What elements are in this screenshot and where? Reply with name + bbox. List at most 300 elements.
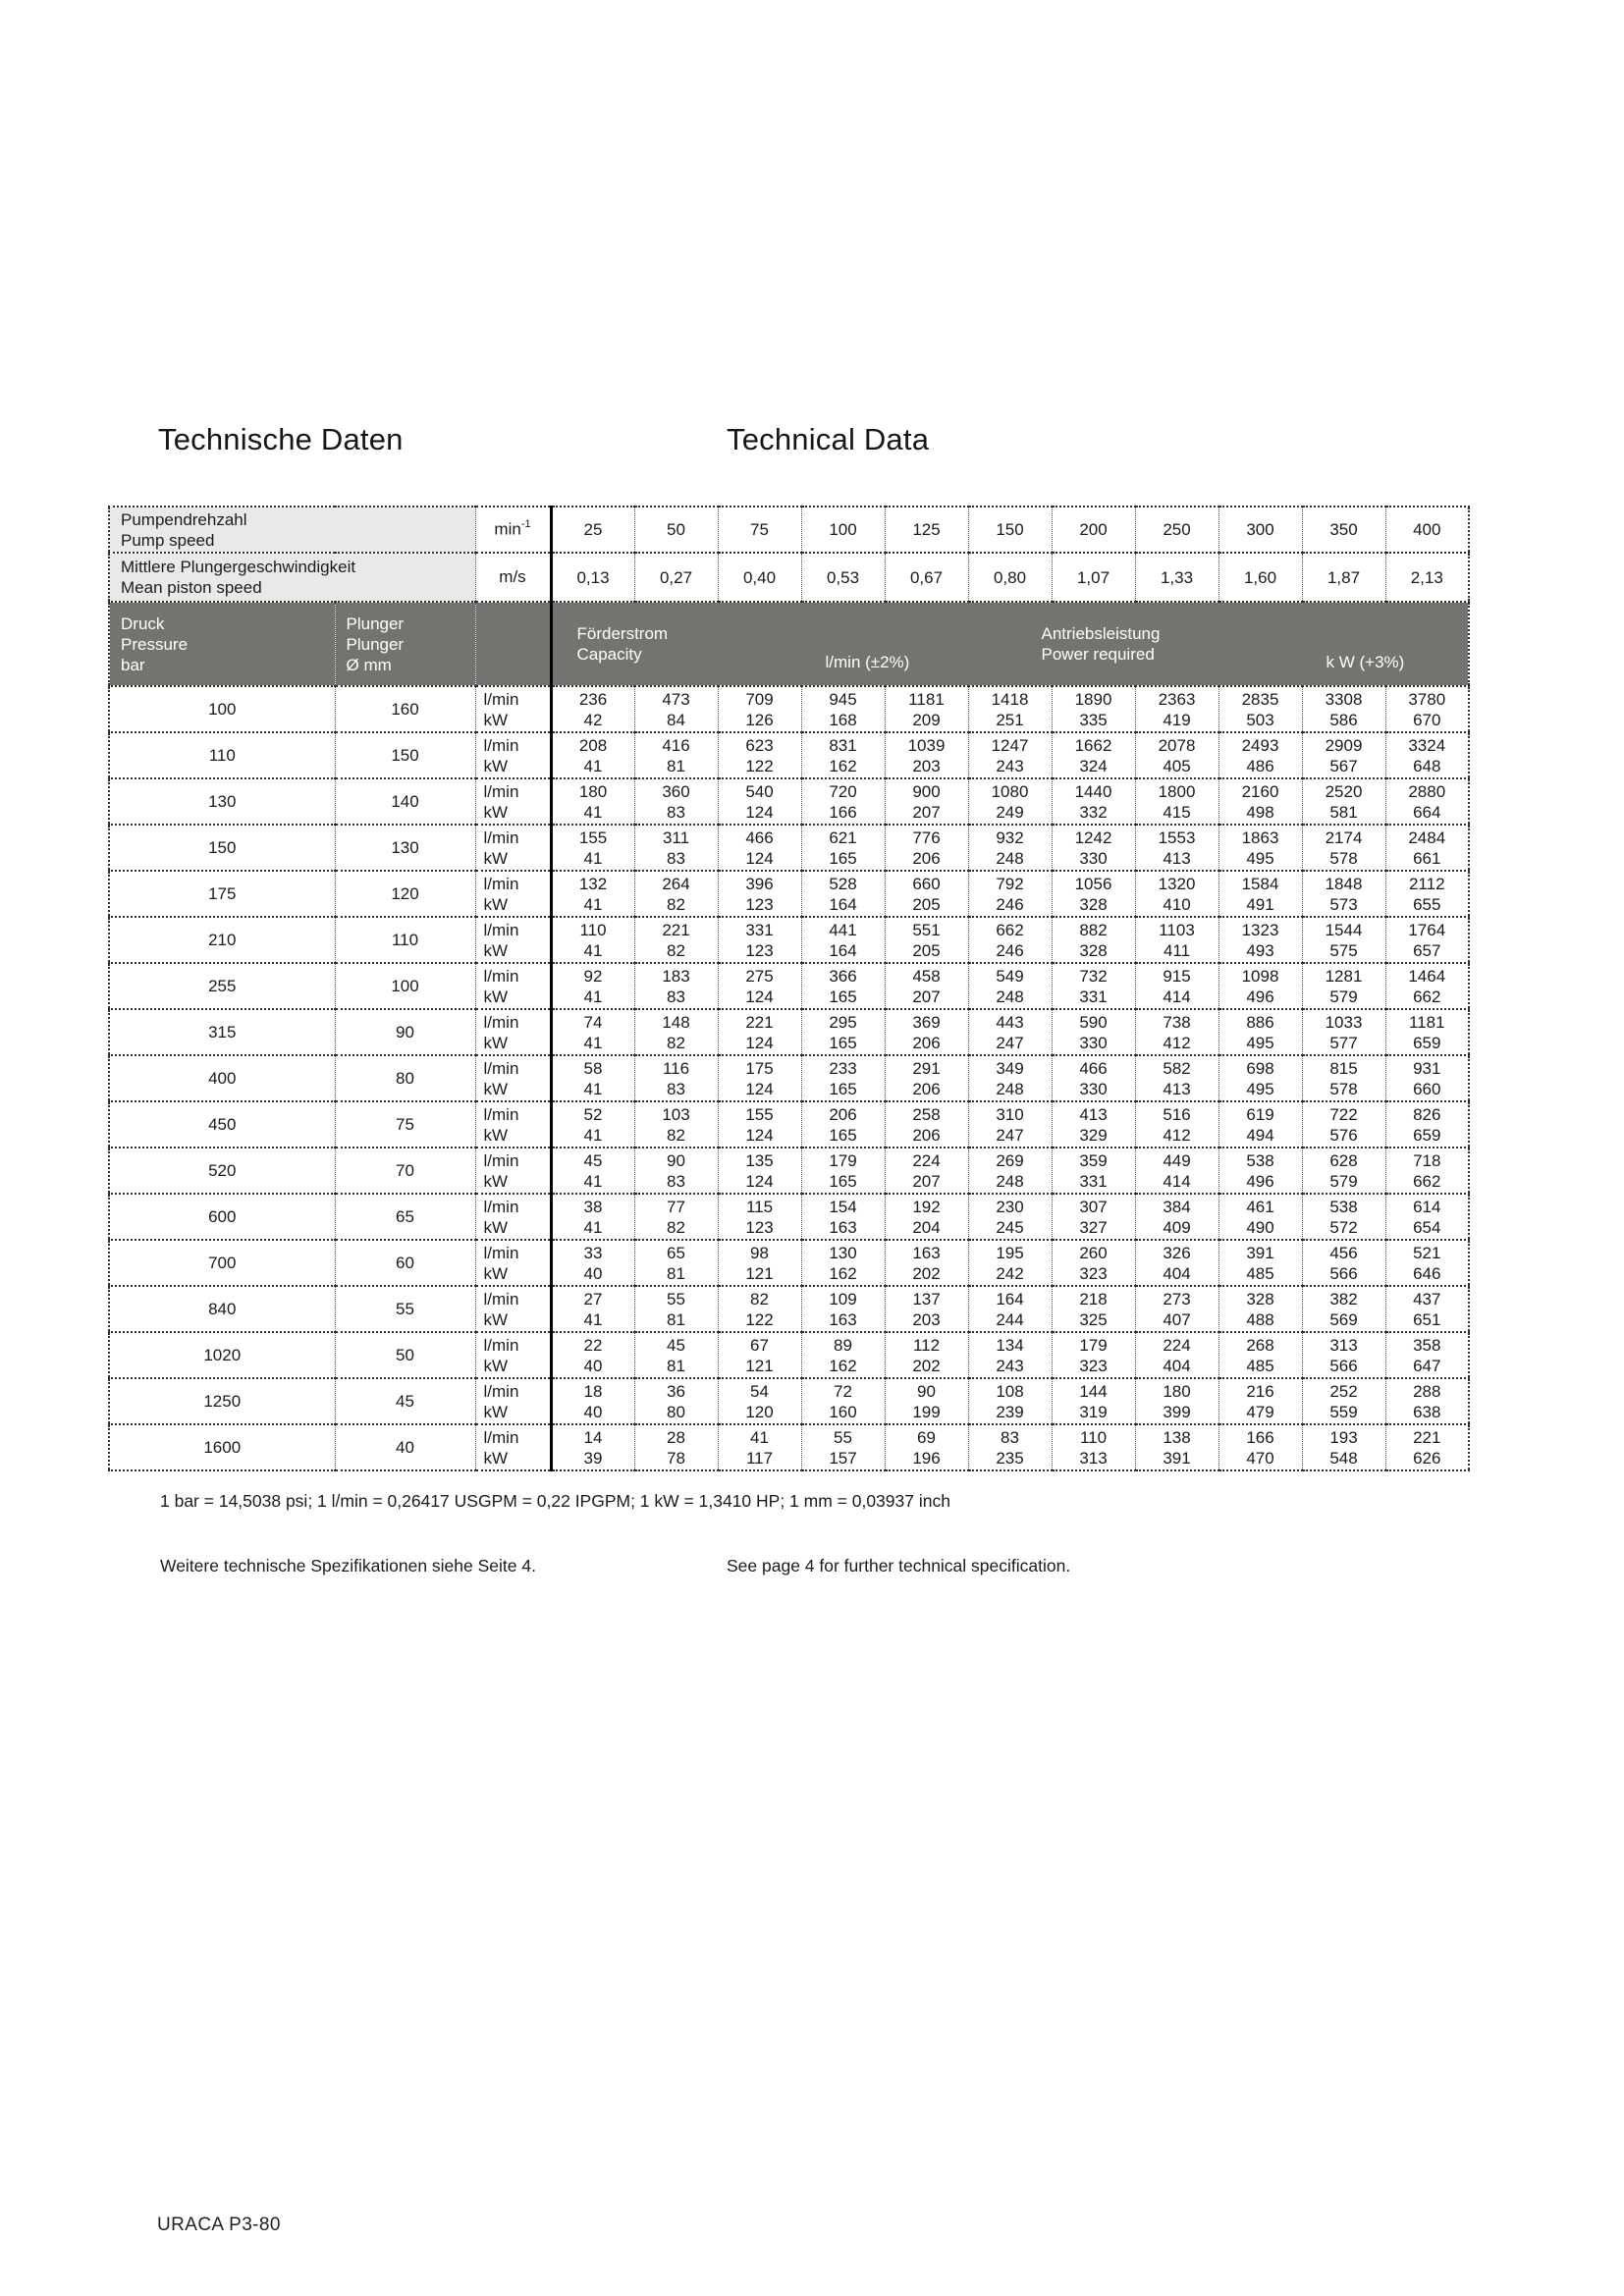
value-cell [801, 1424, 885, 1470]
value-cell [551, 1009, 634, 1055]
flow-value: 33 [583, 1243, 603, 1262]
flow-value: 619 [1246, 1104, 1274, 1124]
power-header-de: Antriebsleistung [1041, 624, 1161, 643]
plunger-cell: 120 [335, 871, 475, 917]
pump-speed-value: 300 [1218, 507, 1302, 553]
power-value: 82 [667, 1033, 685, 1052]
pump-speed-label-en: Pump speed [121, 530, 215, 550]
value-cell [801, 1240, 885, 1286]
power-value: 41 [583, 1033, 603, 1052]
row-units-cell [475, 732, 551, 778]
value-cell [885, 1240, 968, 1286]
value-cell [718, 1424, 801, 1470]
flow-value: 437 [1413, 1289, 1441, 1308]
flow-value: 55 [667, 1289, 685, 1308]
power-value: 470 [1246, 1448, 1274, 1468]
value-cell [885, 871, 968, 917]
pressure-cell: 400 [109, 1055, 335, 1101]
value-cell [1052, 1240, 1135, 1286]
power-value: 495 [1246, 1033, 1274, 1052]
power-value: 415 [1163, 802, 1191, 822]
value-cell [1135, 1286, 1218, 1332]
flow-value: 38 [583, 1197, 603, 1216]
flow-value: 2174 [1325, 828, 1363, 847]
value-cell [718, 871, 801, 917]
power-value: 117 [745, 1448, 774, 1468]
value-cell [1385, 1194, 1469, 1240]
flow-value: 1181 [908, 689, 945, 709]
flow-value: 722 [1329, 1104, 1358, 1124]
pump-speed-value: 25 [551, 507, 634, 553]
value-cell [634, 1055, 718, 1101]
table-row [109, 1101, 1469, 1148]
table-row [109, 1194, 1469, 1240]
value-cell [1218, 1424, 1302, 1470]
power-value: 248 [996, 987, 1024, 1006]
flow-value: 360 [662, 781, 690, 801]
flow-value: 233 [829, 1058, 857, 1078]
flow-unit-label: l/min [483, 1058, 519, 1078]
power-value: 124 [745, 1033, 774, 1052]
flow-value: 92 [583, 966, 603, 986]
value-cell [1385, 778, 1469, 825]
value-cell [1218, 1332, 1302, 1378]
flow-value: 138 [1163, 1427, 1191, 1447]
page-title-english: Technical Data [727, 422, 930, 456]
power-value: 331 [1079, 987, 1108, 1006]
power-value: 41 [583, 1079, 603, 1098]
pressure-cell: 150 [109, 825, 335, 871]
piston-speed-value: 0,80 [968, 553, 1052, 602]
value-cell [718, 1378, 801, 1424]
pump-speed-value: 75 [718, 507, 801, 553]
power-value: 41 [583, 802, 603, 822]
flow-value: 288 [1413, 1381, 1441, 1401]
value-cell [1052, 917, 1135, 963]
flow-value: 41 [750, 1427, 769, 1447]
value-cell [1135, 1009, 1218, 1055]
plunger-cell: 60 [335, 1240, 475, 1286]
flow-value: 166 [1246, 1427, 1274, 1447]
flow-value: 27 [583, 1289, 603, 1308]
value-cell [1052, 1194, 1135, 1240]
power-value: 157 [829, 1448, 857, 1468]
flow-value: 466 [745, 828, 774, 847]
flow-value: 103 [662, 1104, 690, 1124]
flow-value: 313 [1329, 1335, 1358, 1355]
value-cell [1385, 917, 1469, 963]
value-cell [1385, 732, 1469, 778]
power-value: 124 [745, 987, 774, 1006]
power-value: 414 [1163, 987, 1191, 1006]
value-cell [1218, 1148, 1302, 1194]
value-cell [885, 825, 968, 871]
flow-unit-label: l/min [483, 828, 519, 847]
power-value: 409 [1163, 1217, 1191, 1237]
table-row [109, 1055, 1469, 1101]
value-cell [968, 1101, 1052, 1148]
power-value: 246 [996, 894, 1024, 914]
power-value: 330 [1079, 1079, 1108, 1098]
flow-value: 69 [917, 1427, 936, 1447]
flow-value: 1800 [1158, 781, 1196, 801]
power-value: 329 [1079, 1125, 1108, 1145]
value-cell [968, 871, 1052, 917]
flow-value: 2493 [1241, 735, 1279, 755]
flow-value: 538 [1246, 1150, 1274, 1170]
value-cell [801, 871, 885, 917]
table-row [109, 963, 1469, 1009]
value-cell [1135, 1101, 1218, 1148]
value-cell [1052, 778, 1135, 825]
value-cell [718, 778, 801, 825]
value-cell [551, 963, 634, 1009]
value-cell [551, 871, 634, 917]
flow-value: 164 [996, 1289, 1024, 1308]
flow-value: 183 [662, 966, 690, 986]
flow-value: 90 [917, 1381, 936, 1401]
value-cell [1218, 1101, 1302, 1148]
power-value: 646 [1413, 1263, 1441, 1283]
value-cell [1135, 963, 1218, 1009]
value-cell [634, 1101, 718, 1148]
flow-value: 134 [996, 1335, 1024, 1355]
power-value: 83 [667, 848, 685, 868]
value-cell [1135, 1194, 1218, 1240]
power-value: 81 [667, 1263, 685, 1283]
flow-value: 396 [745, 874, 774, 893]
value-cell [551, 778, 634, 825]
power-value: 203 [912, 756, 941, 775]
power-value: 199 [912, 1402, 941, 1421]
value-cell [885, 778, 968, 825]
piston-speed-unit-cell: m/s [475, 553, 551, 602]
power-value: 496 [1246, 987, 1274, 1006]
power-value: 575 [1329, 940, 1358, 960]
value-cell [634, 1194, 718, 1240]
flow-value: 1863 [1241, 828, 1279, 847]
pump-speed-value: 250 [1135, 507, 1218, 553]
flow-value: 45 [583, 1150, 603, 1170]
flow-value: 264 [662, 874, 690, 893]
power-value: 488 [1246, 1309, 1274, 1329]
value-cell [551, 1055, 634, 1101]
flow-value: 1039 [907, 735, 946, 755]
row-units-cell [475, 1332, 551, 1378]
plunger-cell: 80 [335, 1055, 475, 1101]
value-cell [634, 1378, 718, 1424]
power-value: 83 [667, 987, 685, 1006]
flow-value: 206 [829, 1104, 857, 1124]
flow-value: 291 [912, 1058, 941, 1078]
power-value: 419 [1163, 710, 1191, 729]
row-units-cell [475, 1194, 551, 1240]
flow-value: 2835 [1241, 689, 1279, 709]
flow-value: 1440 [1074, 781, 1112, 801]
flow-value: 74 [583, 1012, 603, 1032]
power-value: 479 [1246, 1402, 1274, 1421]
flow-value: 540 [745, 781, 774, 801]
flow-value: 90 [667, 1150, 685, 1170]
power-value: 82 [667, 1125, 685, 1145]
value-cell [968, 825, 1052, 871]
flow-unit-label: l/min [483, 1197, 519, 1216]
plunger-header-cell [335, 602, 475, 686]
value-cell [1385, 1286, 1469, 1332]
value-cell [968, 686, 1052, 732]
flow-value: 218 [1079, 1289, 1108, 1308]
power-header-unit: k W (+3%) [1326, 653, 1405, 671]
power-value: 121 [745, 1263, 774, 1283]
value-cell [1052, 686, 1135, 732]
value-cell [1052, 1286, 1135, 1332]
flow-value: 155 [745, 1104, 774, 1124]
power-value: 165 [829, 1125, 857, 1145]
power-value: 319 [1079, 1402, 1108, 1421]
value-cell [1302, 917, 1385, 963]
power-value: 324 [1079, 756, 1108, 775]
value-cell [634, 1424, 718, 1470]
flow-unit-label: l/min [483, 1335, 519, 1355]
power-value: 503 [1246, 710, 1274, 729]
value-cell [634, 1009, 718, 1055]
power-value: 82 [667, 894, 685, 914]
flow-value: 461 [1246, 1197, 1274, 1216]
pressure-cell: 100 [109, 686, 335, 732]
power-value: 248 [996, 848, 1024, 868]
power-value: 251 [996, 710, 1024, 729]
pump-speed-label-de: Pumpendrehzahl [121, 509, 247, 529]
plunger-cell: 100 [335, 963, 475, 1009]
value-cell [885, 1101, 968, 1148]
power-value: 328 [1079, 894, 1108, 914]
flow-value: 154 [829, 1197, 857, 1216]
row-units-cell [475, 825, 551, 871]
power-value: 648 [1413, 756, 1441, 775]
value-cell [551, 1286, 634, 1332]
value-cell [1052, 1055, 1135, 1101]
power-value: 654 [1413, 1217, 1441, 1237]
flow-value: 1553 [1158, 828, 1196, 847]
flow-value: 349 [996, 1058, 1024, 1078]
flow-value: 130 [829, 1243, 857, 1262]
power-value: 576 [1329, 1125, 1358, 1145]
plunger-cell: 40 [335, 1424, 475, 1470]
piston-speed-row [109, 553, 1469, 602]
flow-value: 18 [583, 1381, 603, 1401]
flow-value: 208 [578, 735, 608, 755]
power-value: 82 [667, 940, 685, 960]
power-value: 163 [829, 1217, 857, 1237]
flow-value: 252 [1329, 1381, 1358, 1401]
flow-value: 2160 [1241, 781, 1279, 801]
pressure-cell: 110 [109, 732, 335, 778]
power-value: 651 [1413, 1309, 1441, 1329]
flow-value: 268 [1246, 1335, 1274, 1355]
value-cell [885, 686, 968, 732]
flow-value: 179 [1079, 1335, 1108, 1355]
more-info-german: Weitere technische Spezifikationen siehe Seite 4. [160, 1556, 536, 1575]
value-cell [634, 686, 718, 732]
power-value: 486 [1246, 756, 1274, 775]
flow-value: 98 [750, 1243, 769, 1262]
flow-value: 2880 [1408, 781, 1446, 801]
power-value: 204 [912, 1217, 941, 1237]
value-cell [1052, 732, 1135, 778]
value-cell [634, 825, 718, 871]
power-value: 495 [1246, 1079, 1274, 1098]
flow-value: 384 [1163, 1197, 1191, 1216]
table-row [109, 871, 1469, 917]
value-cell [1385, 1009, 1469, 1055]
plunger-header-de: Plunger [346, 614, 405, 633]
power-value: 412 [1163, 1125, 1191, 1145]
power-value: 235 [996, 1448, 1024, 1468]
power-value: 206 [912, 1033, 941, 1052]
capacity-power-header-cell [551, 602, 1469, 686]
row-units-cell [475, 1148, 551, 1194]
power-value: 548 [1329, 1448, 1358, 1468]
plunger-cell: 90 [335, 1009, 475, 1055]
power-value: 577 [1329, 1033, 1358, 1052]
power-value: 78 [667, 1448, 685, 1468]
value-cell [1302, 1055, 1385, 1101]
value-cell [634, 917, 718, 963]
flow-value: 260 [1079, 1243, 1108, 1262]
value-cell [718, 825, 801, 871]
value-cell [1052, 963, 1135, 1009]
power-value: 203 [912, 1309, 941, 1329]
value-cell [1218, 778, 1302, 825]
flow-value: 1033 [1325, 1012, 1363, 1032]
power-unit-label: kW [483, 1125, 509, 1145]
power-value: 638 [1413, 1402, 1441, 1421]
power-value: 490 [1246, 1217, 1274, 1237]
value-cell [801, 686, 885, 732]
power-value: 207 [912, 1171, 941, 1191]
power-value: 567 [1329, 756, 1358, 775]
flow-value: 614 [1413, 1197, 1441, 1216]
value-cell [1385, 686, 1469, 732]
flow-value: 1098 [1241, 966, 1279, 986]
flow-value: 582 [1163, 1058, 1191, 1078]
value-cell [1218, 1009, 1302, 1055]
power-value: 207 [912, 802, 941, 822]
power-value: 660 [1413, 1079, 1441, 1098]
plunger-cell: 110 [335, 917, 475, 963]
value-cell [718, 1332, 801, 1378]
flow-value: 369 [912, 1012, 941, 1032]
flow-value: 54 [750, 1381, 769, 1401]
flow-value: 623 [745, 735, 774, 755]
piston-speed-value: 0,40 [718, 553, 801, 602]
power-header-en: Power required [1041, 645, 1155, 664]
power-value: 164 [829, 940, 857, 960]
flow-value: 269 [996, 1150, 1024, 1170]
pressure-cell: 1600 [109, 1424, 335, 1470]
power-value: 494 [1246, 1125, 1274, 1145]
flow-value: 815 [1329, 1058, 1358, 1078]
power-value: 39 [583, 1448, 603, 1468]
flow-value: 67 [750, 1335, 769, 1355]
flow-unit-label: l/min [483, 735, 519, 755]
power-value: 579 [1329, 1171, 1358, 1191]
value-cell [1302, 1332, 1385, 1378]
flow-unit-label: l/min [483, 920, 519, 939]
value-cell [718, 1286, 801, 1332]
flow-value: 528 [829, 874, 857, 893]
flow-value: 2909 [1325, 735, 1363, 755]
value-cell [718, 1148, 801, 1194]
piston-speed-value: 0,13 [551, 553, 634, 602]
power-value: 40 [583, 1402, 603, 1421]
power-value: 498 [1246, 802, 1274, 822]
value-cell [1302, 1101, 1385, 1148]
table-row [109, 732, 1469, 778]
value-cell [634, 871, 718, 917]
value-cell [718, 1101, 801, 1148]
power-value: 41 [583, 1217, 603, 1237]
flow-value: 698 [1246, 1058, 1274, 1078]
flow-value: 331 [745, 920, 774, 939]
row-units-cell [475, 963, 551, 1009]
pump-speed-value: 400 [1385, 507, 1469, 553]
pressure-header-en: Pressure [121, 634, 189, 654]
flow-value: 144 [1079, 1381, 1108, 1401]
power-unit-label: kW [483, 1033, 509, 1052]
power-value: 404 [1163, 1263, 1191, 1283]
power-value: 404 [1163, 1356, 1191, 1375]
piston-speed-value: 1,07 [1052, 553, 1135, 602]
value-cell [968, 1332, 1052, 1378]
pump-speed-unit-cell [475, 507, 551, 553]
pressure-cell: 450 [109, 1101, 335, 1148]
power-value: 243 [996, 1356, 1024, 1375]
value-cell [634, 963, 718, 1009]
value-cell [968, 1148, 1052, 1194]
flow-value: 391 [1246, 1243, 1274, 1262]
power-value: 485 [1246, 1263, 1274, 1283]
plunger-cell: 45 [335, 1378, 475, 1424]
flow-value: 72 [834, 1381, 852, 1401]
value-cell [885, 1148, 968, 1194]
value-cell [1385, 1101, 1469, 1148]
table-row [109, 1148, 1469, 1194]
flow-value: 193 [1329, 1427, 1358, 1447]
power-value: 41 [583, 940, 603, 960]
power-value: 569 [1329, 1309, 1358, 1329]
flow-value: 458 [912, 966, 941, 986]
column-header-row [109, 602, 1469, 686]
pressure-cell: 600 [109, 1194, 335, 1240]
power-unit-label: kW [483, 1263, 509, 1283]
power-value: 83 [667, 802, 685, 822]
flow-value: 413 [1079, 1104, 1108, 1124]
value-cell [1052, 1378, 1135, 1424]
flow-value: 1418 [991, 689, 1029, 709]
table-row [109, 1424, 1469, 1470]
value-cell [1385, 1424, 1469, 1470]
table-row [109, 917, 1469, 963]
value-cell [885, 732, 968, 778]
power-value: 331 [1079, 1171, 1108, 1191]
flow-unit-label: l/min [483, 1012, 519, 1032]
power-value: 411 [1163, 940, 1191, 960]
power-value: 165 [829, 1079, 857, 1098]
value-cell [1385, 1378, 1469, 1424]
value-cell [718, 1194, 801, 1240]
value-cell [801, 732, 885, 778]
